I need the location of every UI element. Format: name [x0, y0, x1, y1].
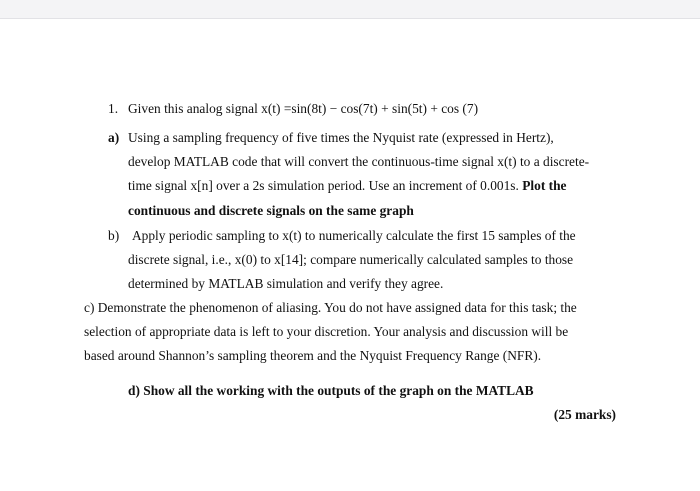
part-a-line-1: Using a sampling frequency of five times the Nyquist rate (expressed in Hertz), — [128, 130, 554, 145]
part-b-line-1: Apply periodic sampling to x(t) to numerically calculate the first 15 samples of the — [132, 228, 576, 243]
marks-label: (25 marks) — [553, 407, 616, 422]
part-a-line-3 — [128, 178, 566, 194]
part-b-label: b) — [108, 228, 120, 243]
part-d-text: d) Show all the working with the outputs of the graph on the MATLAB — [128, 383, 534, 398]
part-c-line-3: based around Shannon’s sampling theorem and the Nyquist Frequency Range (NFR). — [84, 348, 542, 363]
part-a-line-2: develop MATLAB code that will convert the continuous-time signal x(t) to a discrete- — [128, 154, 590, 169]
question-number: 1. — [108, 101, 119, 116]
part-c-line-2: selection of appropriate data is left to your discretion. Your analysis and discussion will be — [84, 324, 569, 339]
question-text: Given this analog signal x(t) =sin(8t) − cos(7t) + sin(5t) + cos (7) — [128, 101, 479, 116]
part-c-line-1: c) Demonstrate the phenomenon of aliasing. You do not have assigned data for this task; the — [84, 300, 577, 315]
part-a-line-3-text: time signal x[n] over a 2s simulation period. Use an increment of 0.001s. — [128, 178, 519, 193]
part-a-line-3-emphasis: Plot the — [522, 178, 567, 193]
part-a-label: a) — [108, 130, 120, 145]
part-b-line-2: discrete signal, i.e., x(0) to x[14]; compare numerically calculated samples to those — [128, 252, 574, 267]
part-a-line-4: continuous and discrete signals on the same graph — [128, 203, 414, 218]
part-b-line-3: determined by MATLAB simulation and verify they agree. — [128, 276, 444, 291]
